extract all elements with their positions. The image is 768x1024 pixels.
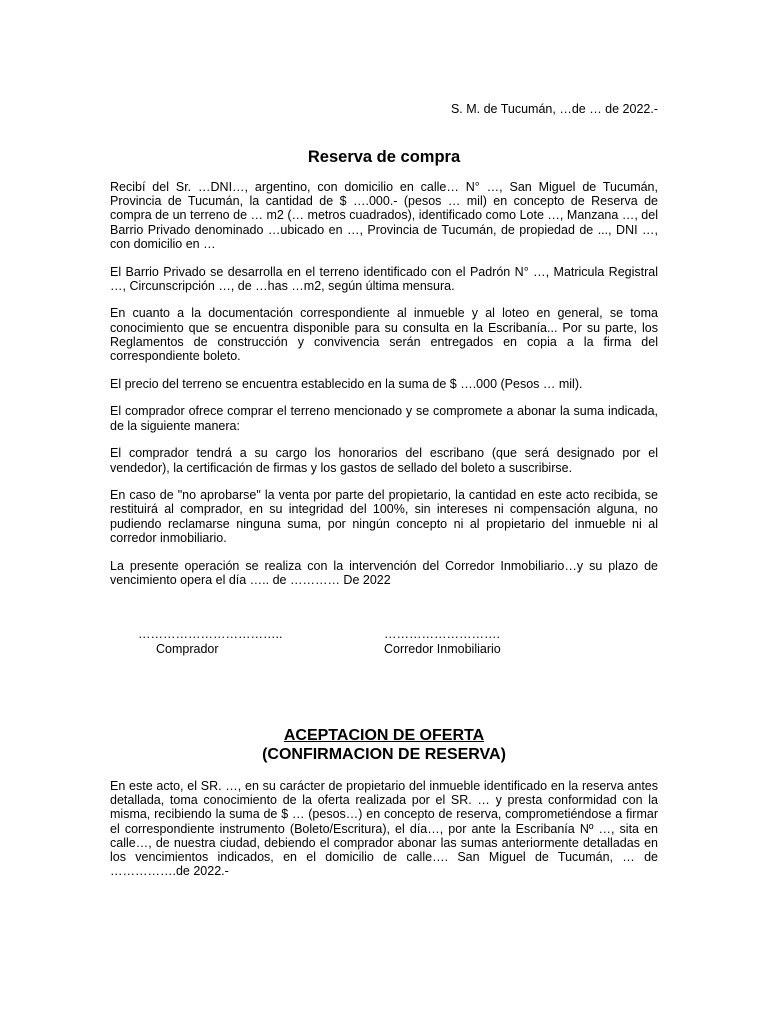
paragraph-buyer-details: Recibí del Sr. …DNI…, argentino, con domicilio en calle… N° …, San Miguel de Tucumán, Provincia de Tucumán, la cantidad de $ ….000.- (pesos … mil) en concepto de Reserva de compra de un terreno de … m2 (… metros cuadrados), identificado como Lote …, Manzana …, del Barrio Privado denominado …ubicado en …, Provincia de Tucumán, de propiedad de ..., DNI …, con domicilio en …: [110, 180, 658, 251]
acceptance-heading: [0, 726, 768, 745]
acceptance-subheading: [0, 745, 768, 764]
signature-buyer: [138, 627, 282, 657]
paragraph-broker-term: La presente operación se realiza con la intervención del Corredor Inmobiliario…y su plazo de vencimiento opera el día ….. de ………… De 2022: [110, 558, 658, 587]
signature-broker: [384, 627, 501, 657]
paragraph-payment-offer: El comprador ofrece comprar el terreno mencionado y se compromete a abonar la suma indicada, de la siguiente manera:: [110, 404, 658, 433]
document-title: Reserva de compra: [307, 148, 461, 166]
paragraph-property-registry: El Barrio Privado se desarrolla en el terreno identificado con el Padrón N° …, Matricula Registral …, Circunscripción …, de …has …m2, según última mensura.: [110, 264, 658, 293]
signature-line: ……………………………..: [138, 627, 283, 641]
paragraph-documentation: En cuanto a la documentación correspondiente al inmueble y al loteo en general, se toma conocimiento que se encuentra disponible para su consulta en la Escribanía... Por su parte, los Reglamentos de construcción y convivencia serán entregados en copia a la firma del correspondiente boleto.: [110, 306, 658, 364]
paragraph-buyer-costs: El comprador tendrá a su cargo los honorarios del escribano (que será designado por el vendedor), la certificación de firmas y los gastos de sellado del boleto a suscribirse.: [110, 446, 658, 475]
paragraph-acceptance: En este acto, el SR. …, en su carácter de propietario del inmueble identificado en la reserva antes detallada, toma conocimiento de la oferta realizada por el SR. … y presta conformidad con la misma, recibiendo la suma de $ … (pesos…) en concepto de reserva, comprometiéndose a firmar el correspondiente instrumento (Boleto/Escritura), el día…, por ante la Escribanía Nº …, sita en calle…, de nuestra ciudad, debiendo el comprador abonar las sumas anteriormente detalladas en los vencimientos indicados, en el domicilio de calle…. San Miguel de Tucumán, … de …………….de 2022.-: [110, 779, 658, 879]
reservation-body: [110, 180, 658, 600]
signature-label: Comprador: [156, 642, 219, 656]
acceptance-body: [110, 779, 658, 892]
acceptance-heading-line1: ACEPTACION DE OFERTA: [283, 727, 485, 744]
acceptance-heading-line2: (CONFIRMACION DE RESERVA): [262, 746, 506, 763]
signature-line: ……………………….: [384, 627, 500, 641]
signature-label: Corredor Inmobiliario: [384, 642, 501, 656]
place-date: S. M. de Tucumán, …de … de 2022.-: [450, 102, 658, 116]
paragraph-price: El precio del terreno se encuentra establecido en la suma de $ ….000 (Pesos … mil).: [110, 376, 583, 391]
paragraph-refund-clause: En caso de "no aprobarse" la venta por parte del propietario, la cantidad en este acto recibida, se restituirá al comprador, en su integridad del 100%, sin intereses ni compensación alguna, no pudiendo reclamarse ninguna suma, por ningún concepto ni al propietario del inmueble ni al corredor inmobiliario.: [110, 488, 658, 545]
